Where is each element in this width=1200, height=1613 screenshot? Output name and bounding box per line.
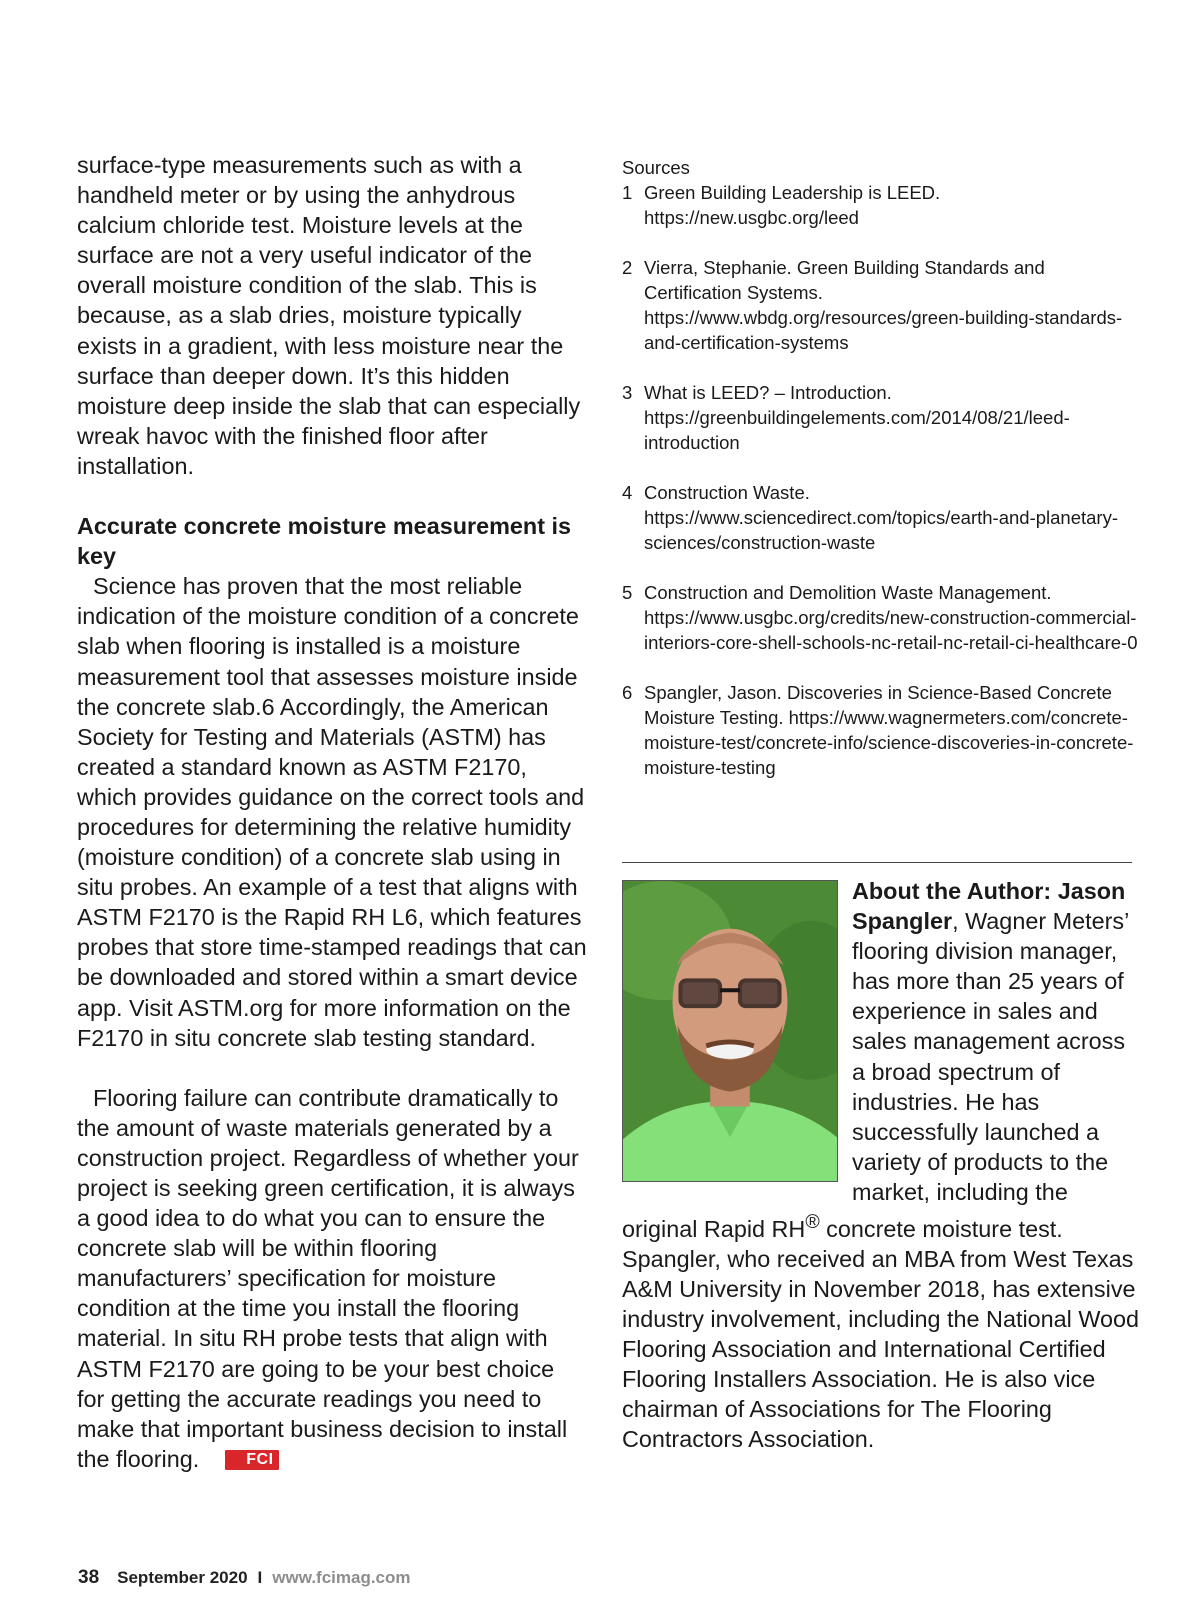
section-divider [622,862,1132,863]
fci-logo: FCI [225,1450,278,1470]
source-item [622,380,1142,455]
sources-section [622,155,1142,805]
source-text: Spangler, Jason. Discoveries in Science-Based Concrete Moisture Testing. https://www.wagnermeters.com/concrete-moisture-test/concrete-info/science-discoveries-in-concrete-moisture-testing [644,682,1134,778]
author-portrait-illustration [623,881,837,1181]
source-number: 5 [622,582,633,603]
registered-mark: ® [805,1211,820,1234]
paragraph-science-proven: Science has proven that the most reliable indication of the moisture condition of a concrete slab when flooring is installed is a moisture measurement tool that assesses moisture inside the concrete slab.6 Accordingly, the American Society for Testing and Materials (ASTM) has created a standard known as ASTM F2170, which provides guidance on the correct tools and procedures for determining the relative humidity (moisture condition) of a concrete slab using in situ probes. An example of a test that aligns with ASTM F2170 is the Rapid RH L6, which features probes that store time-stamped readings that can be downloaded and stored within a smart device app. Visit ASTM.org for more information on the F2170 in situ concrete slab testing standard. [77,573,587,1051]
author-bio-part-1: , Wagner Meters’ flooring division manager, has more than 25 years of experience in sales and sales management across a broad spectrum of industries. He has successfully launched a variety of products to the market, including the original Rapid RH [622,908,1129,1242]
website-link[interactable]: www.fcimag.com [272,1568,411,1587]
sources-title: Sources [622,157,690,178]
page-footer [78,1567,411,1589]
paragraph-moisture-surface: surface-type measurements such as with a handheld meter or by using the anhydrous calcium chloride test. Moisture levels at the surface are not a very useful indicator of the overall moisture condition of the slab. This is because, as a slab dries, moisture typically exists in a gradient, with less moisture near the surface than deeper down. It’s this hidden moisture deep inside the slab that can especially wreak havoc with the finished floor after installation. [77,152,581,479]
source-number: 2 [622,257,633,278]
source-item [622,680,1142,780]
source-text: Construction Waste. https://www.sciencedirect.com/topics/earth-and-planetary-sciences/construction-waste [644,482,1119,553]
article-left-column [77,150,587,1474]
section-heading: Accurate concrete moisture measurement is key [77,513,572,570]
source-number: 6 [622,682,633,703]
source-item [622,180,1142,230]
source-number: 4 [622,482,633,503]
paragraph-flooring-failure-text: Flooring failure can contribute dramatically to the amount of waste materials generated by a construction project. Regardless of whether your project is seeking green certification, it is always a good idea to do what you can to ensure the concrete slab will be within flooring manufacturers’ specification for moisture condition at the time you install the flooring material. In situ RH probe tests that align with ASTM F2170 are going to be your best choice for getting the accurate readings you need to make that important business decision to install the flooring. [77,1084,579,1472]
issue-date: September 2020 [117,1568,248,1587]
source-text: Construction and Demolition Waste Management. https://www.usgbc.org/credits/new-construction-commercial-interiors-core-shell-schools-nc-retail-nc-retail-ci-healthcare-0 [644,582,1138,653]
about-the-author [622,876,1142,1455]
source-text: Green Building Leadership is LEED. https://new.usgbc.org/leed [644,182,941,228]
author-heading: About the Author: Jason Spangler [852,878,1126,935]
page-number: 38 [78,1567,100,1588]
source-number: 3 [622,382,633,403]
source-text: Vierra, Stephanie. Green Building Standards and Certification Systems. https://www.wbdg.org/resources/green-building-standards-and-certification-systems [644,257,1123,353]
author-bio-part-2: concrete moisture test. Spangler, who received an MBA from West Texas A&M University in November 2018, has extensive industry involvement, including the National Wood Flooring Association and International Certified Flooring Installers Association. He is also vice chairman of Associations for The Flooring Contractors Association. [622,1215,1140,1453]
source-text: What is LEED? – Introduction. https://greenbuildingelements.com/2014/08/21/leed-introduction [644,382,1070,453]
source-number: 1 [622,182,633,203]
source-item [622,580,1142,655]
paragraph-flooring-failure [77,1083,587,1474]
author-photo [622,880,838,1182]
source-item [622,255,1142,355]
footer-separator: I [257,1568,263,1587]
source-item [622,480,1142,555]
